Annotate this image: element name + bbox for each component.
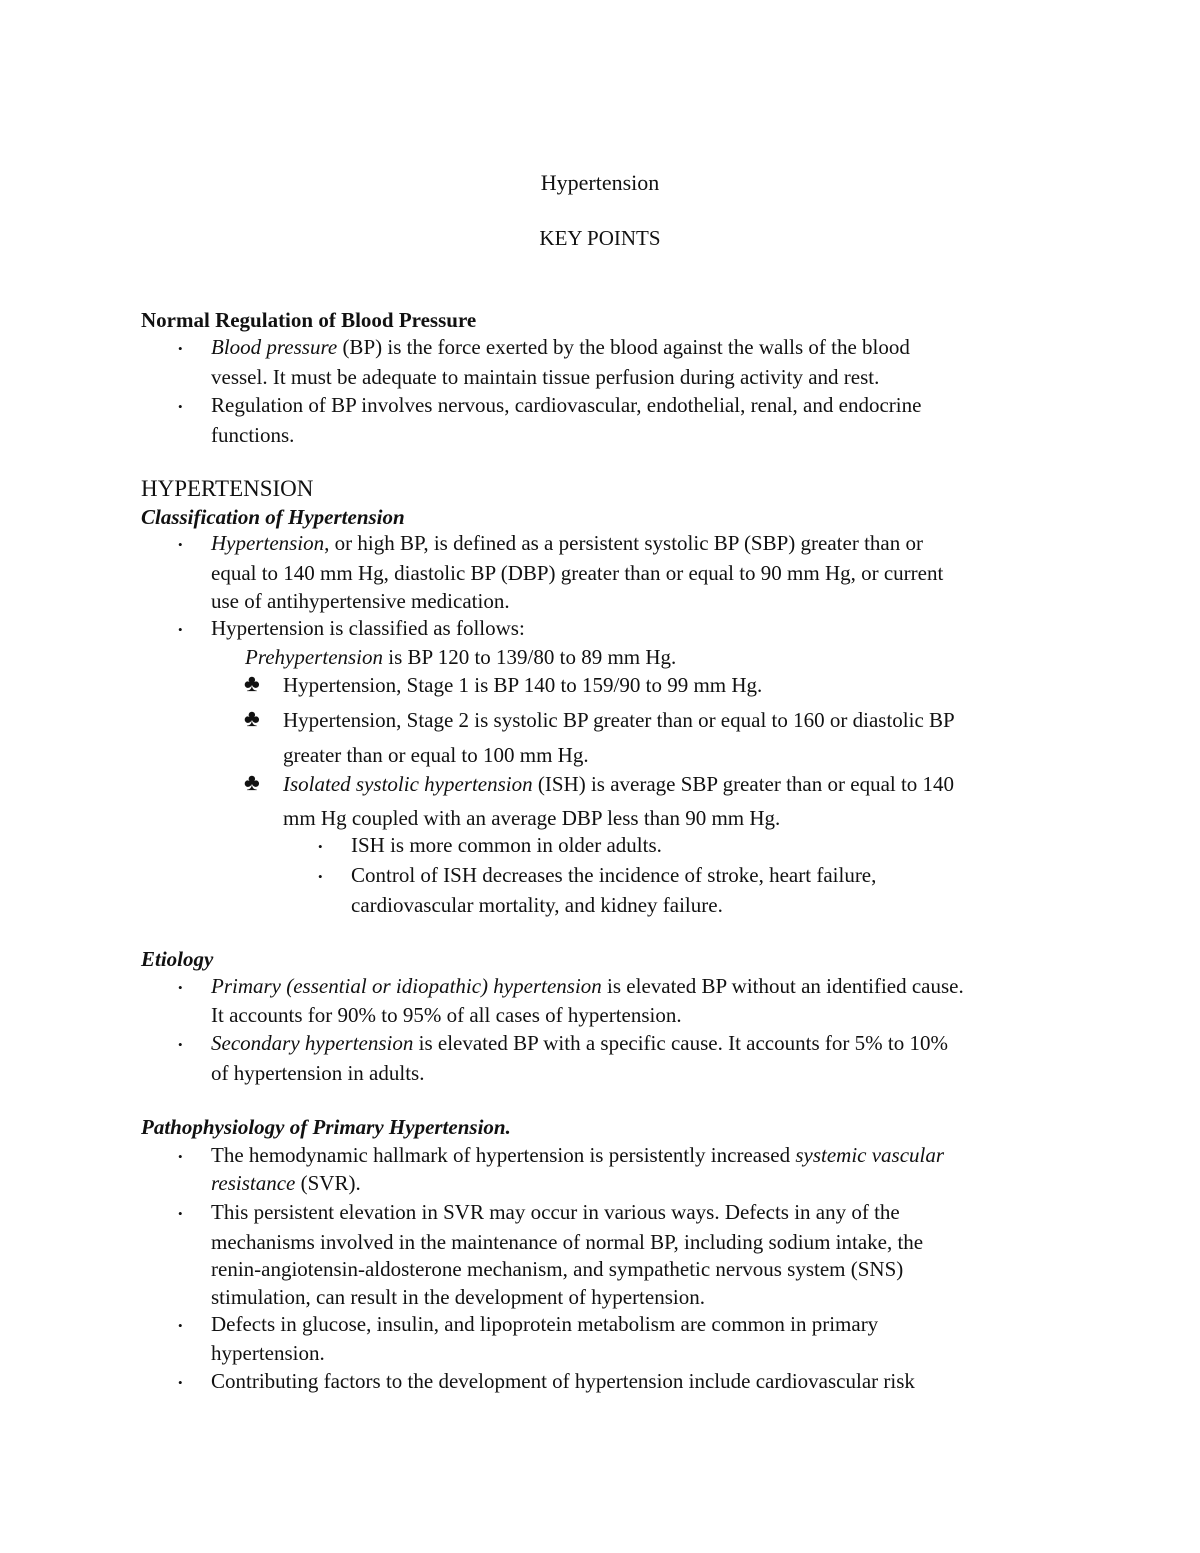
- list-item-text: [283, 770, 954, 799]
- list-item-text: [211, 333, 910, 362]
- bullet-icon: •: [178, 980, 183, 995]
- list-item-text-rest: , or high BP, is defined as a persistent systolic BP (SBP) greater than or: [324, 531, 923, 555]
- list-item-text: Defects in glucose, insulin, and lipoprotein metabolism are common in primary: [211, 1312, 879, 1336]
- club-bullet-icon: ♣: [244, 706, 260, 732]
- bullet-icon: •: [178, 1375, 183, 1390]
- list-item-text: vessel. It must be adequate to maintain tissue perfusion during activity and rest.: [211, 365, 880, 389]
- emphasis-text: Prehypertension: [245, 645, 384, 669]
- list-item-text: Hypertension, Stage 1 is BP 140 to 159/90 to 99 mm Hg.: [283, 673, 763, 697]
- list-item-text: It accounts for 90% to 95% of all cases of hypertension.: [211, 1003, 682, 1027]
- list-item-text: Regulation of BP involves nervous, cardiovascular, endothelial, renal, and endocrine: [211, 393, 922, 417]
- list-item-text: stimulation, can result in the development of hypertension.: [211, 1285, 705, 1309]
- document-title: Hypertension: [540, 170, 660, 195]
- bullet-icon: •: [178, 1037, 183, 1052]
- list-item-text: equal to 140 mm Hg, diastolic BP (DBP) greater than or equal to 90 mm Hg, or current: [211, 561, 944, 585]
- list-item-text: mm Hg coupled with an average DBP less than 90 mm Hg.: [283, 806, 781, 830]
- list-item-text-rest: (SVR).: [295, 1171, 361, 1195]
- emphasis-text: Hypertension: [211, 531, 325, 555]
- list-item-text: [211, 529, 923, 558]
- list-item-text: of hypertension in adults.: [211, 1061, 425, 1085]
- section-heading-normal-regulation: Normal Regulation of Blood Pressure: [141, 308, 477, 332]
- list-item-text-rest: (BP) is the force exerted by the blood against the walls of the blood: [337, 335, 910, 359]
- list-item-text-rest: is elevated BP without an identified cause.: [601, 974, 964, 998]
- bullet-icon: •: [178, 622, 183, 637]
- list-item-text-start: The hemodynamic hallmark of hypertension is persistently increased: [211, 1143, 796, 1167]
- list-item-text: This persistent elevation in SVR may occur in various ways. Defects in any of the: [211, 1200, 900, 1224]
- list-item-text: cardiovascular mortality, and kidney failure.: [351, 893, 723, 917]
- list-item-text: mechanisms involved in the maintenance of normal BP, including sodium intake, the: [211, 1230, 924, 1254]
- list-item-text: [211, 1169, 361, 1198]
- list-item-text: functions.: [211, 423, 295, 447]
- list-item-text: ISH is more common in older adults.: [351, 833, 662, 857]
- document-subtitle: KEY POINTS: [539, 226, 661, 250]
- bullet-icon: •: [178, 537, 183, 552]
- list-item-text: [211, 972, 964, 1001]
- emphasis-text: Primary (essential or idiopathic) hypertension: [211, 974, 602, 998]
- emphasis-text: Blood pressure: [211, 335, 338, 359]
- list-item-text: Hypertension is classified as follows:: [211, 616, 525, 640]
- bullet-icon: •: [318, 839, 323, 854]
- bullet-icon: •: [178, 1318, 183, 1333]
- bullet-icon: •: [178, 399, 183, 414]
- list-item-text-rest: (ISH) is average SBP greater than or equal to 140: [532, 772, 955, 796]
- list-item-text: renin-angiotensin-aldosterone mechanism, and sympathetic nervous system (SNS): [211, 1257, 904, 1281]
- list-item-text: hypertension.: [211, 1341, 325, 1365]
- list-item-text-rest: is elevated BP with a specific cause. It accounts for 5% to 10%: [413, 1031, 948, 1055]
- section-heading-pathophysiology: Pathophysiology of Primary Hypertension.: [141, 1115, 511, 1139]
- bullet-icon: •: [178, 341, 183, 356]
- subheading-classification: Classification of Hypertension: [141, 505, 405, 529]
- section-heading-hypertension: HYPERTENSION: [141, 476, 314, 501]
- section-heading-etiology: Etiology: [141, 947, 214, 971]
- bullet-icon: •: [178, 1206, 183, 1221]
- emphasis-text: systemic vascular: [795, 1143, 945, 1167]
- list-item-text: Control of ISH decreases the incidence of stroke, heart failure,: [351, 863, 877, 887]
- list-item-text: Hypertension, Stage 2 is systolic BP greater than or equal to 160 or diastolic BP: [283, 708, 955, 732]
- club-bullet-icon: ♣: [244, 770, 260, 796]
- bullet-icon: •: [318, 869, 323, 884]
- bullet-icon: •: [178, 1149, 183, 1164]
- club-bullet-icon: ♣: [244, 671, 260, 697]
- list-item-text-rest: is BP 120 to 139/80 to 89 mm Hg.: [383, 645, 677, 669]
- list-item-text: Contributing factors to the development of hypertension include cardiovascular risk: [211, 1369, 915, 1393]
- list-item-text: [211, 1029, 948, 1058]
- list-item-text: [211, 1141, 944, 1170]
- emphasis-text: Secondary hypertension: [211, 1031, 414, 1055]
- emphasis-text: Isolated systolic hypertension: [283, 772, 533, 796]
- list-item-text: [245, 643, 676, 672]
- emphasis-text: resistance: [211, 1171, 296, 1195]
- list-item-text: greater than or equal to 100 mm Hg.: [283, 743, 589, 767]
- list-item-text: use of antihypertensive medication.: [211, 589, 510, 613]
